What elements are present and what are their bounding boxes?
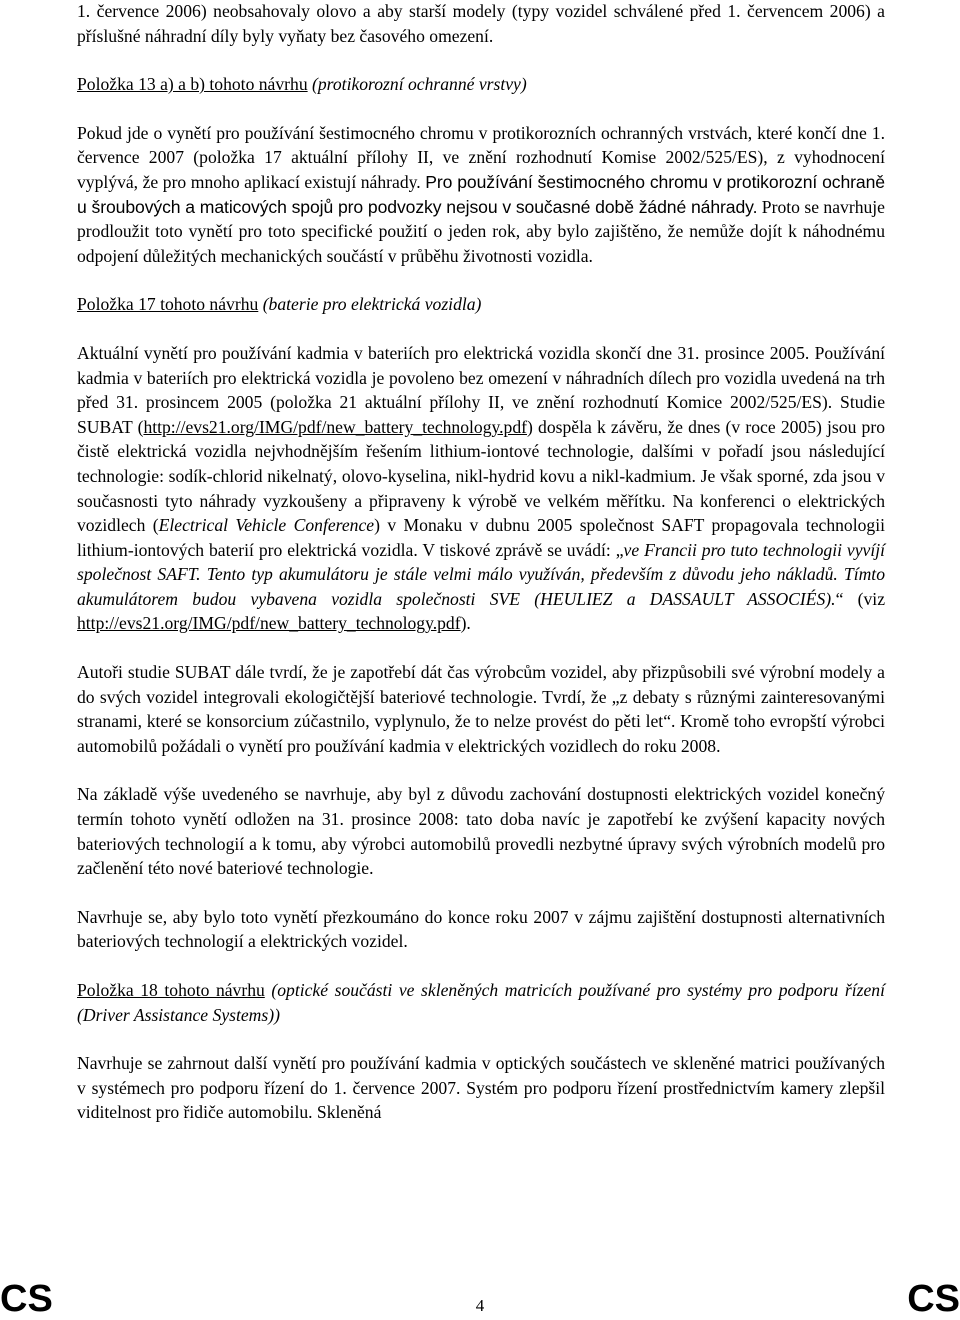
- section-17-title: Položka 17 tohoto návrhu: [77, 294, 259, 315]
- section-18-paragraph: Navrhuje se zahrnout další vynětí pro používání kadmia v optických součástech ve skleněné matrici používaných v systémech pro podporu řízení do 1. července 2007. Systém pro podporu řízení prostřednictvím kamery zlepšil viditelnost pro řidiče automobilu. Skleněná: [77, 1053, 885, 1123]
- section-18-note: (optické součásti ve skleněných matricích používané pro systémy pro podporu řízení (Driver Assistance Systems)): [77, 980, 885, 1025]
- section-13-text-3: Proto se navrhuje prodloužit toto vynětí pro toto specifické použití o jeden rok, aby bylo zajištěno, že nemůže dojít k náhodnému odpojení důležitých mechanických součástí v průběhu životnosti vozidla.: [77, 196, 885, 266]
- footer-language-right: CS: [907, 1278, 960, 1320]
- text-run: ).: [460, 613, 471, 634]
- section-17-paragraph-d: Navrhuje se, aby bylo toto vynětí přezkoumáno do konce roku 2007 v zájmu zajištění dostupnosti alternativních bateriových technologií a elektrických vozidel.: [77, 906, 885, 952]
- section-17-note: (baterie pro elektrická vozidla): [262, 294, 482, 315]
- section-13-title: Položka 13 a) a b) tohoto návrhu: [77, 74, 308, 95]
- section-17-paragraph-b: Autoři studie SUBAT dále tvrdí, že je zapotřebí dát čas výrobcům vozidel, aby přizpůsobili své výrobní modely a do svých vozidel integrovali ekologičtější bateriové technologie. Tvrdí, že „z debaty s různými zainteresovanými stranami, které se konsorcium zúčastnilo, vyplynulo, že to nelze provést do pěti let“. Kromě toho evropští výrobci automobilů požádali o vynětí pro používání kadmia v elektrických vozidlech do roku 2008.: [77, 662, 885, 756]
- section-13-paragraph: [77, 121, 885, 269]
- section-13-text-2: Pro používání šestimocného chromu v protikorozní ochraně u šroubových a maticových spojů pro podvozky nejsou v současné době žádné náhrady.: [77, 171, 885, 217]
- section-13-note: (protikorozní ochranné vrstvy): [312, 74, 527, 95]
- section-17-paragraph-a: [77, 341, 885, 636]
- subat-study-link-1[interactable]: http://evs21.org/IMG/pdf/new_battery_technology.pdf: [143, 416, 528, 437]
- footer-language-left: CS: [0, 1278, 53, 1320]
- section-18-title: Položka 18 tohoto návrhu: [77, 980, 265, 1000]
- subat-study-link-2[interactable]: http://evs21.org/IMG/pdf/new_battery_technology.pdf: [77, 613, 461, 634]
- text-run: Aktuální vynětí pro používání kadmia v bateriích pro elektrická vozidla skončí dne 31. prosince 2005. Používání kadmia v bateriích pro elektrická vozidla je povoleno bez omezení v náhradních dílech pro vozidla uvedená na trh před 31. prosincem 2005 (položka 21 aktuální přílohy II, ve znění rozhodnutí Komice 2002/525/ES). Studie SUBAT (: [77, 342, 885, 437]
- text-run: ) dospěla k závěru, že dnes (v roce 2005) jsou pro čistě elektrická vozidla nejvhodnějším řešením lithium-iontové technologie, dalšími v pořadí jsou následující technologie: sodík-chlorid nikelnatý, olovo-kyselina, nikl-hydrid kovu a nikl-kadmium. Je však sporné, zda jsou v současnosti tyto náhrady vyzkoušeny a připraveny k výrobě ve velkém měřítku. Na konferenci o elektrických vozidlech (: [77, 416, 885, 536]
- section-17-heading: [77, 292, 885, 317]
- section-17-paragraph-c: Na základě výše uvedeného se navrhuje, aby byl z důvodu zachování dostupnosti elektrických vozidel konečný termín tohoto vynětí odložen na 31. prosince 2008: tato doba navíc je zapotřebí ke zvýšení kapacity nových bateriových technologií a k tomu, aby výrobci automobilů provedli nezbytné úpravy svých výrobních modelů pro začlenění této nové bateriové technologie.: [77, 784, 885, 879]
- section-13-text-1: Pokud jde o vynětí pro používání šestimocného chromu v protikorozních ochranných vrstvách, které končí dne 1. července 2007 (položka 17 aktuální přílohy II, ve znění rozhodnutí Komise 2002/525/ES), z vyhodnocení vyplývá, že pro mnoho aplikací existují náhrady.: [77, 122, 885, 192]
- paragraph-intro: 1. července 2006) neobsahovaly olovo a aby starší modely (typy vozidel schválené před 1. červencem 2006) a příslušné náhradní díly byly vyňaty bez časového omezení.: [77, 1, 885, 46]
- text-run: “ (viz: [835, 588, 886, 609]
- text-run: ) v Monaku v dubnu 2005 společnost SAFT propagovala technologii lithium-iontových baterií pro elektrická vozidla. V tiskové zprávě se uvádí: „: [77, 515, 885, 560]
- press-release-quote: ve Francii pro tuto technologii vyvíjí společnost SAFT. Tento typ akumulátoru je stále velmi málo využíván, především z důvodu jeho nákladů. Tímto akumulátorem budou vybavena vozidla společnosti SVE (HEULIEZ a DASSAULT ASSOCIÉS).: [77, 539, 885, 609]
- page-number: 4: [475, 1296, 485, 1315]
- document-page: [77, 0, 885, 1125]
- section-18-heading: [77, 978, 885, 1027]
- conference-name: Electrical Vehicle Conference: [158, 515, 375, 536]
- section-13-heading: [77, 72, 885, 97]
